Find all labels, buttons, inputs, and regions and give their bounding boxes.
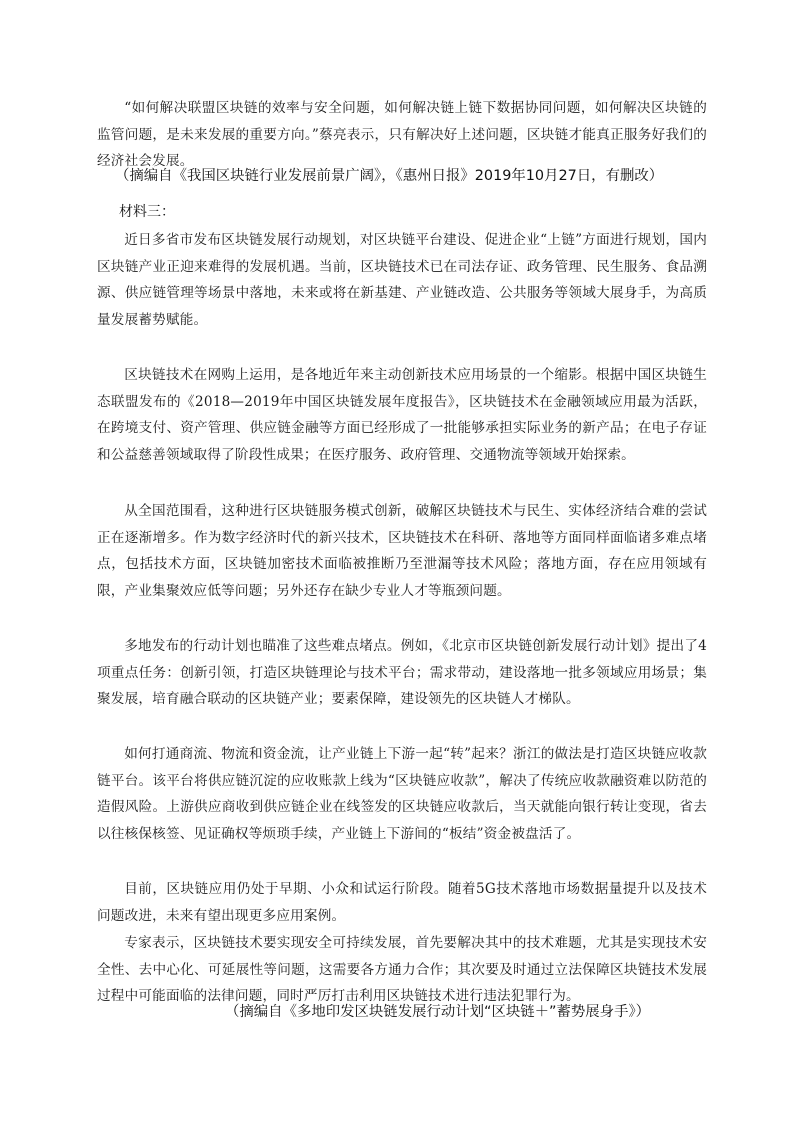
material-three-paragraph-4: 多地发布的行动计划也瞄准了这些难点堵点。例如，《北京市区块链创新发展行动计划》提出了4项重点任务：创新引领，打造区块链理论与技术平台；需求带动，建设落地一批多领域应用场景；集聚发展，培育融合联动的区块链产业；要素保障，建设领先的区块链人才梯队。 [97, 638, 707, 708]
material-three-paragraph-1: 近日多省市发布区块链发展行动规划，对区块链平台建设、促进企业“上链”方面进行规划，国内区块链产业正迎来难得的发展机遇。当前，区块链技术已在司法存证、政务管理、民生服务、食品溯源、供应链管理等场景中落地，未来或将在新基建、产业链改造、公共服务等领域大展身手，为高质量发展蓄势赋能。 [97, 232, 707, 328]
material-three-paragraph-6: 目前，区块链应用仍处于早期、小众和试运行阶段。随着5G技术落地市场数据量提升以及技术问题改进，未来有望出现更多应用案例。 [97, 881, 707, 924]
material-two-source-citation: （摘编自《我国区块链行业发展前景广阔》，《惠州日报》2019年10月27日，有删改） [115, 168, 664, 184]
material-three-heading: 材料三： [119, 204, 175, 220]
material-two-closing-paragraph: “如何解决联盟区块链的效率与安全问题，如何解决链上链下数据协同问题，如何解决区块链的监管问题，是未来发展的重要方向。”蔡亮表示，只有解决好上述问题，区块链才能真正服务好我们的经济社会发展。 [97, 100, 707, 170]
material-three-paragraph-3: 从全国范围看，这种进行区块链服务模式创新，破解区块链技术与民生、实体经济结合难的尝试正在逐渐增多。作为数字经济时代的新兴技术，区块链技术在科研、落地等方面同样面临诸多难点堵点，包括技术方面，区块链加密技术面临被推断乃至泄漏等技术风险；落地方面，存在应用领域有限，产业集聚效应低等问题；另外还存在缺少专业人才等瓶颈问题。 [97, 503, 707, 599]
material-three-paragraph-2: 区块链技术在网购上运用，是各地近年来主动创新技术应用场景的一个缩影。根据中国区块链生态联盟发布的《2018—2019年中国区块链发展年度报告》，区块链技术在金融领域应用最为活跃，在跨境支付、资产管理、供应链金融等方面已经形成了一批能够承担实际业务的新产品；在电子存证和公益慈善领域取得了阶段性成果；在医疗服务、政府管理、交通物流等领域开始探索。 [97, 367, 707, 463]
material-three-paragraph-5: 如何打通商流、物流和资金流，让产业链上下游一起“转”起来？浙江的做法是打造区块链应收款链平台。该平台将供应链沉淀的应收账款上线为“区块链应收款”，解决了传统应收款融资难以防范的造假风险。上游供应商收到供应链企业在线签发的区块链应收款后，当天就能向银行转让变现，省去以往核保核签、见证确权等烦琐手续，产业链上下游间的“板结”资金被盘活了。 [97, 746, 707, 842]
material-three-source-citation: （摘编自《多地印发区块链发展行动计划“区块链＋”蓄势展身手》） [225, 1004, 651, 1020]
material-three-paragraph-7: 专家表示，区块链技术要实现安全可持续发展，首先要解决其中的技术难题，尤其是实现技术安全性、去中心化、可延展性等问题，这需要各方通力合作；其次要及时通过立法保障区块链技术发展过程中可能面临的法律问题，同时严厉打击利用区块链技术进行违法犯罪行为。 [97, 935, 707, 1005]
